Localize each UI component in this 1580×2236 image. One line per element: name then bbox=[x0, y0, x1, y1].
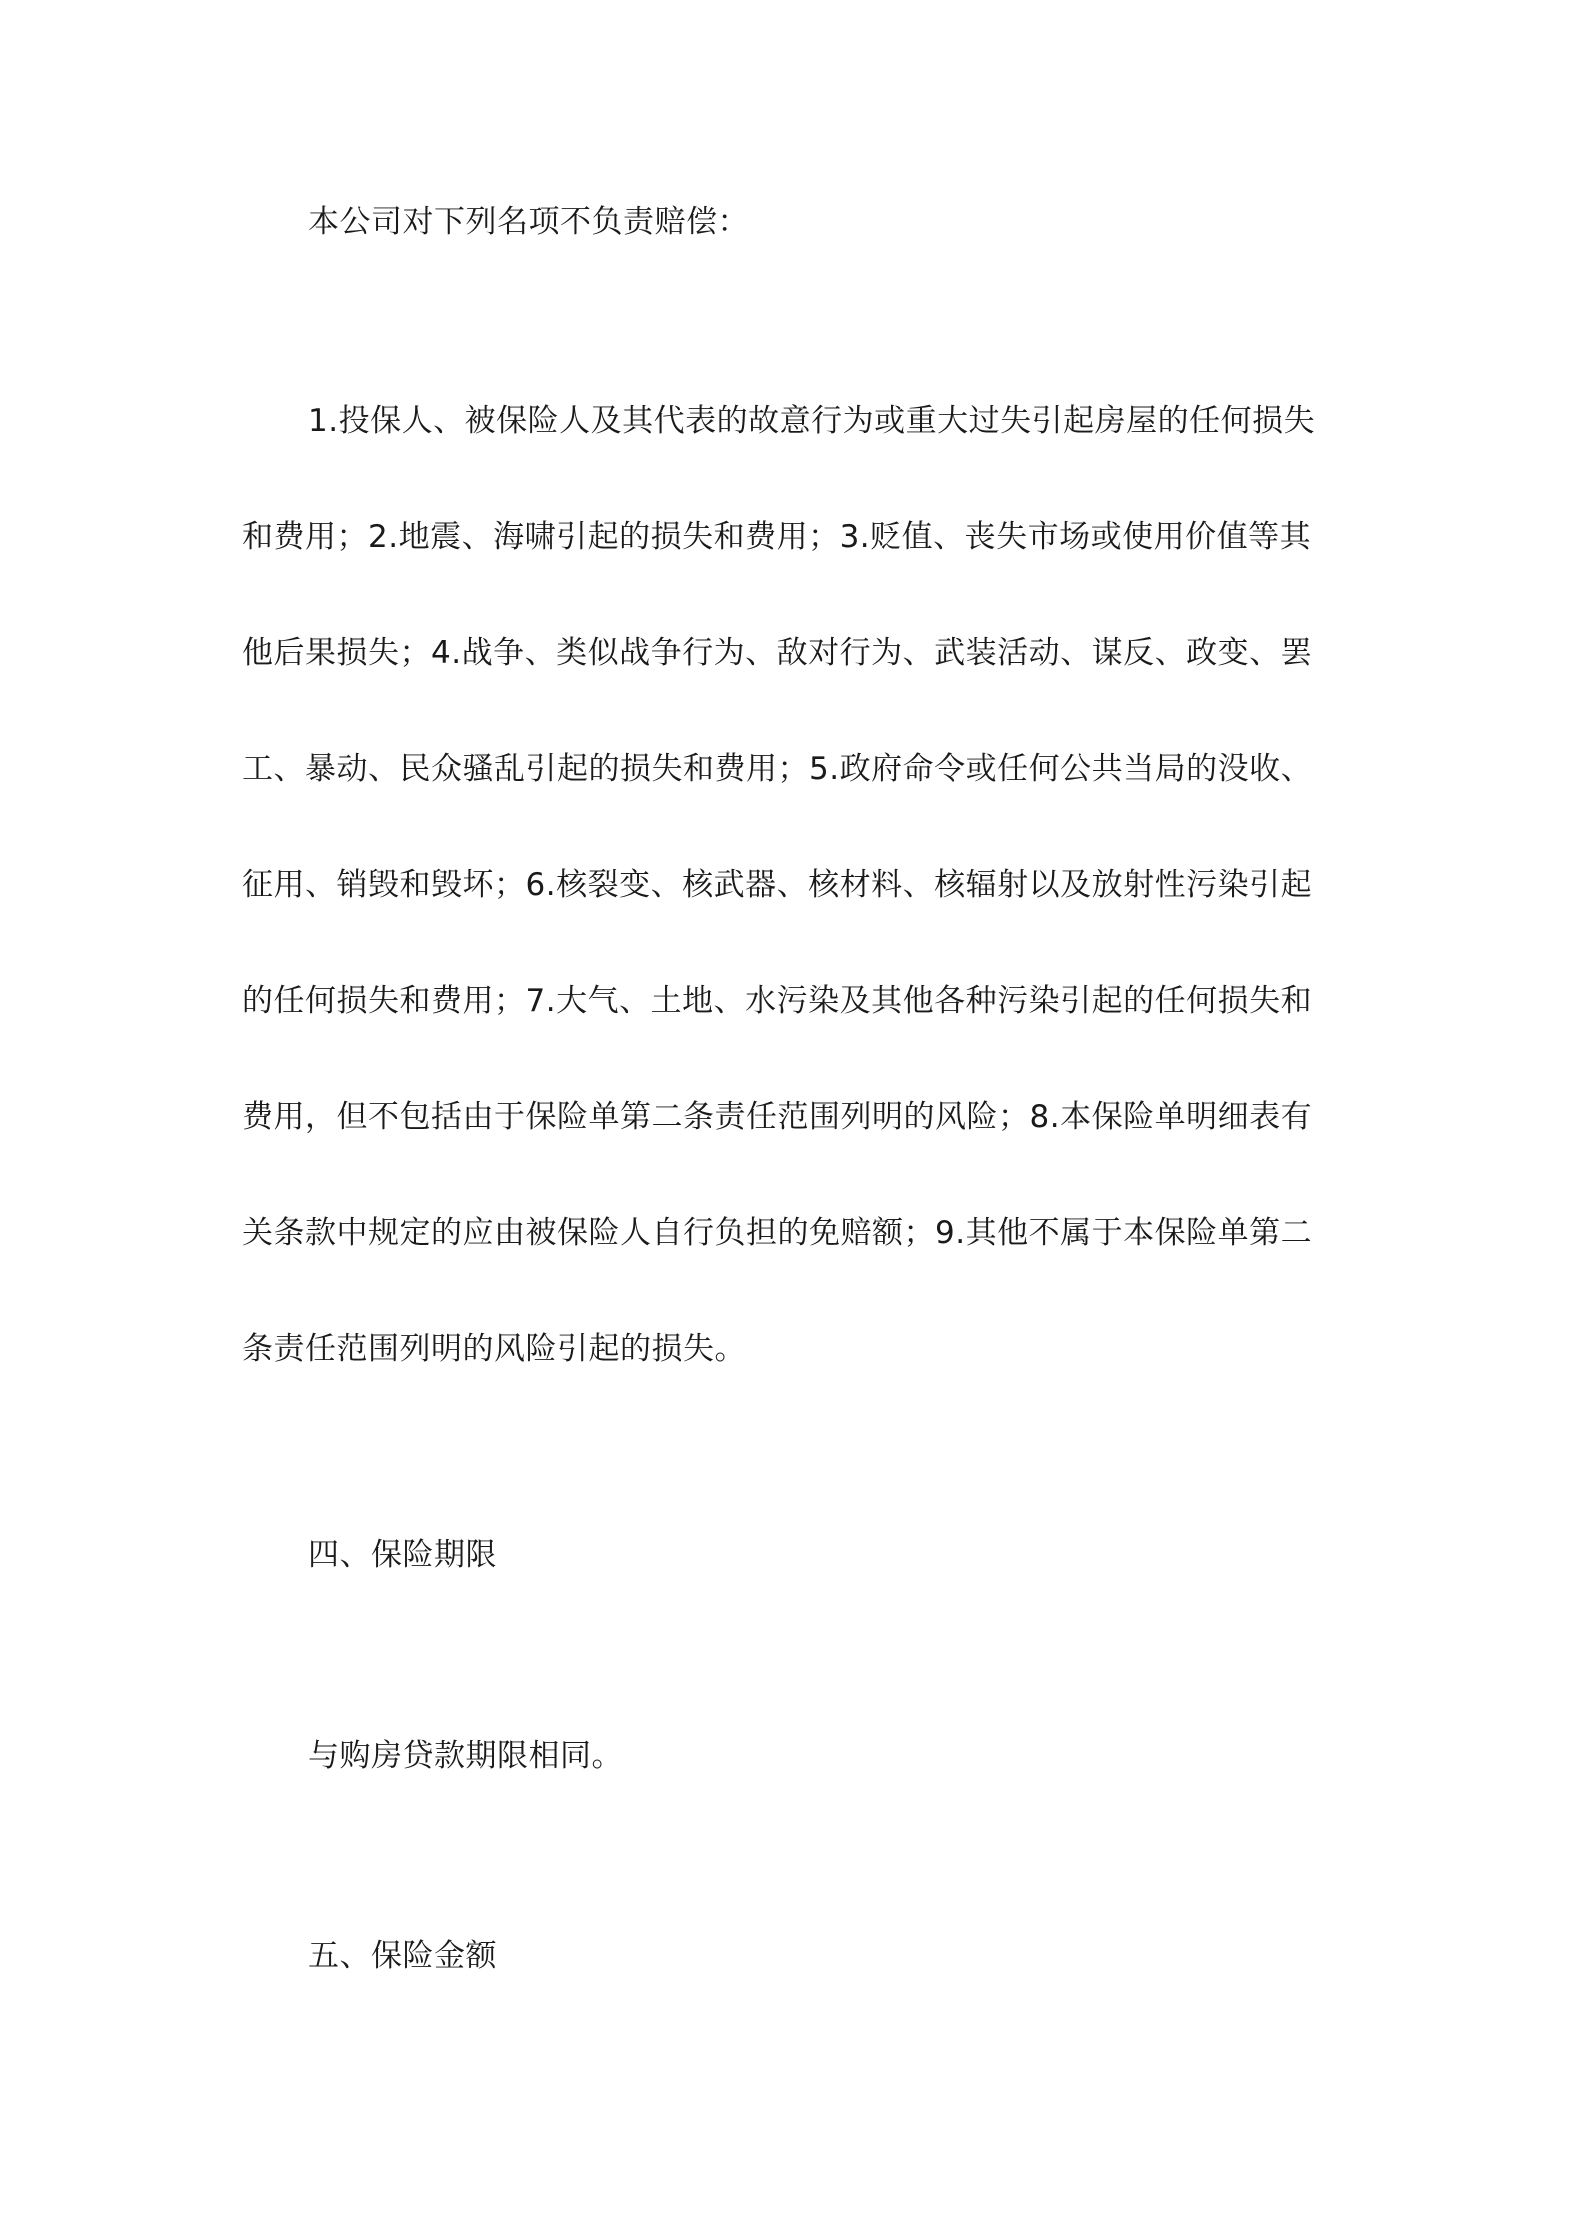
section5-heading: 五、保险金额 bbox=[308, 1938, 497, 1974]
exclusions-line: 他后果损失；4.战争、类似战争行为、敌对行为、武装活动、谋反、政变、罢 bbox=[242, 635, 1313, 671]
exclusions-line: 费用，但不包括由于保险单第二条责任范围列明的风险；8.本保险单明细表有 bbox=[242, 1099, 1313, 1135]
exclusions-line: 条责任范围列明的风险引起的损失。 bbox=[242, 1331, 746, 1367]
section4-text: 与购房贷款期限相同。 bbox=[308, 1738, 623, 1774]
exclusions-line: 关条款中规定的应由被保险人自行负担的免赔额；9.其他不属于本保险单第二 bbox=[242, 1215, 1313, 1251]
intro-paragraph: 本公司对下列名项不负责赔偿： bbox=[308, 204, 749, 240]
exclusions-paragraph bbox=[242, 398, 1338, 1442]
exclusions-line: 工、暴动、民众骚乱引起的损失和费用；5.政府命令或任何公共当局的没收、 bbox=[242, 751, 1313, 787]
exclusions-line: 1.投保人、被保险人及其代表的故意行为或重大过失引起房屋的任何损失 bbox=[308, 403, 1316, 439]
exclusions-line: 和费用；2.地震、海啸引起的损失和费用；3.贬值、丧失市场或使用价值等其 bbox=[242, 519, 1312, 555]
exclusions-line: 的任何损失和费用；7.大气、土地、水污染及其他各种污染引起的任何损失和 bbox=[242, 983, 1313, 1019]
section4-heading: 四、保险期限 bbox=[308, 1537, 497, 1573]
exclusions-line: 征用、销毁和毁坏；6.核裂变、核武器、核材料、核辐射以及放射性污染引起 bbox=[242, 867, 1313, 903]
